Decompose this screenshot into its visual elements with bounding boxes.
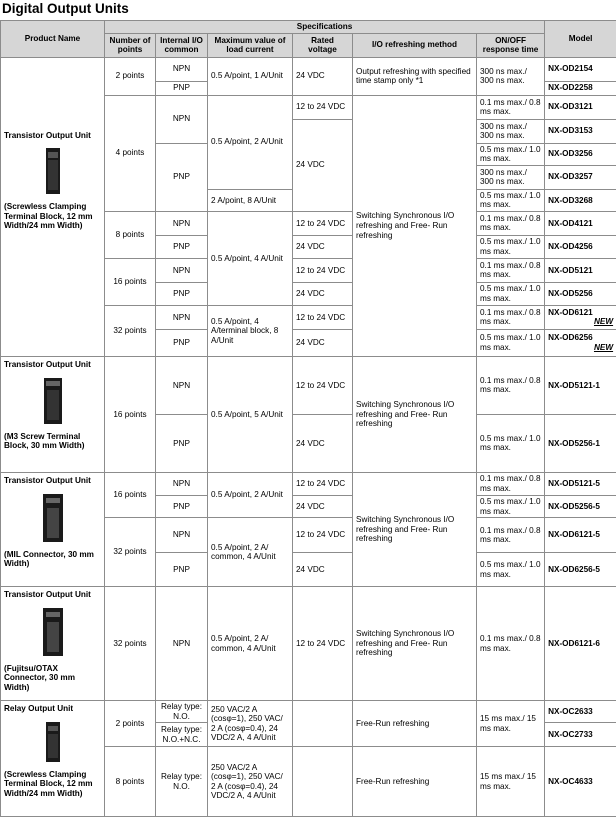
product-name: Relay Output Unit bbox=[4, 704, 101, 714]
product-description: (Fujitsu/OTAX Connector, 30 mm Width) bbox=[4, 664, 101, 693]
response-cell: 0.1 ms max./ 0.8 ms max. bbox=[477, 356, 545, 414]
voltage-cell: 12 to 24 VDC bbox=[293, 258, 353, 282]
response-cell: 0.1 ms max./ 0.8 ms max. bbox=[477, 258, 545, 282]
response-cell: 0.1 ms max./ 0.8 ms max. bbox=[477, 587, 545, 701]
model-cell: NX-OD6121-6 bbox=[545, 587, 616, 701]
common-cell: NPN bbox=[156, 518, 208, 553]
common-cell: NPN bbox=[156, 258, 208, 282]
response-cell: 0.5 ms max./ 1.0 ms max. bbox=[477, 414, 545, 472]
current-cell: 250 VAC/2 A (cosφ=1), 250 VAC/ 2 A (cosφ=0.4), 24 VDC/2 A, 4 A/Unit bbox=[208, 747, 293, 817]
common-cell: Relay type: N.O. bbox=[156, 701, 208, 723]
voltage-cell: 12 to 24 VDC bbox=[293, 518, 353, 553]
refresh-cell: Switching Synchronous I/O refreshing and Free- Run refreshing bbox=[353, 472, 477, 586]
unit-image bbox=[41, 376, 65, 426]
voltage-cell: 24 VDC bbox=[293, 57, 353, 95]
model-number: NX-OD6121 bbox=[548, 308, 593, 317]
points-cell: 16 points bbox=[105, 356, 156, 472]
model-cell: NX-OD5256-1 bbox=[545, 414, 616, 472]
common-cell: Relay type: N.O.+N.C. bbox=[156, 723, 208, 747]
voltage-cell: 24 VDC bbox=[293, 119, 353, 211]
voltage-cell: 24 VDC bbox=[293, 235, 353, 258]
voltage-cell: 12 to 24 VDC bbox=[293, 472, 353, 495]
response-cell: 0.5 ms max./ 1.0 ms max. bbox=[477, 495, 545, 517]
unit-image bbox=[42, 720, 64, 764]
refresh-cell: Free-Run refreshing bbox=[353, 747, 477, 817]
response-cell: 300 ns max./ 300 ns max. bbox=[477, 57, 545, 95]
product-description: (MIL Connector, 30 mm Width) bbox=[4, 550, 101, 569]
common-cell: NPN bbox=[156, 57, 208, 81]
product-cell bbox=[1, 587, 105, 701]
current-cell: 0.5 A/point, 4 A/terminal block, 8 A/Unit bbox=[208, 305, 293, 356]
product-cell bbox=[1, 701, 105, 817]
points-cell: 2 points bbox=[105, 701, 156, 747]
voltage-cell bbox=[293, 701, 353, 747]
table-row bbox=[1, 472, 616, 495]
response-cell: 0.1 ms max./ 0.8 ms max. bbox=[477, 211, 545, 235]
response-cell: 0.5 ms max./ 1.0 ms max. bbox=[477, 189, 545, 211]
response-cell: 0.5 ms max./ 1.0 ms max. bbox=[477, 553, 545, 587]
table-row bbox=[1, 356, 616, 414]
response-cell: 0.1 ms max./ 0.8 ms max. bbox=[477, 305, 545, 329]
model-number: NX-OD6256 bbox=[548, 333, 593, 342]
header-number-of-points: Number of points bbox=[105, 33, 156, 57]
voltage-cell: 12 to 24 VDC bbox=[293, 305, 353, 329]
current-cell: 0.5 A/point, 4 A/Unit bbox=[208, 211, 293, 305]
common-cell: PNP bbox=[156, 329, 208, 356]
model-cell: NX-OD2258 bbox=[545, 81, 616, 95]
current-cell: 0.5 A/point, 5 A/Unit bbox=[208, 356, 293, 472]
product-cell bbox=[1, 57, 105, 356]
points-cell: 4 points bbox=[105, 95, 156, 211]
model-cell: NX-OD3257 bbox=[545, 165, 616, 189]
voltage-cell: 12 to 24 VDC bbox=[293, 356, 353, 414]
table-row bbox=[1, 57, 616, 81]
voltage-cell: 12 to 24 VDC bbox=[293, 95, 353, 119]
response-cell: 0.5 ms max./ 1.0 ms max. bbox=[477, 143, 545, 165]
response-cell: 300 ns max./ 300 ns max. bbox=[477, 165, 545, 189]
header-internal-io-common: Internal I/O common bbox=[156, 33, 208, 57]
common-cell: NPN bbox=[156, 587, 208, 701]
model-cell: NX-OD5256 bbox=[545, 282, 616, 305]
current-cell: 0.5 A/point, 2 A/Unit bbox=[208, 95, 293, 189]
common-cell: PNP bbox=[156, 553, 208, 587]
new-badge: NEW bbox=[548, 343, 613, 353]
common-cell: PNP bbox=[156, 282, 208, 305]
refresh-cell: Switching Synchronous I/O refreshing and Free- Run refreshing bbox=[353, 356, 477, 472]
header-on-off-response: ON/OFF response time bbox=[477, 33, 545, 57]
voltage-cell: 24 VDC bbox=[293, 495, 353, 517]
points-cell: 32 points bbox=[105, 587, 156, 701]
common-cell: NPN bbox=[156, 211, 208, 235]
points-cell: 16 points bbox=[105, 258, 156, 305]
table-row bbox=[1, 587, 616, 701]
voltage-cell: 12 to 24 VDC bbox=[293, 587, 353, 701]
model-cell: NX-OD6121-5 bbox=[545, 518, 616, 553]
model-cell: NX-OD2154 bbox=[545, 57, 616, 81]
page-title: Digital Output Units bbox=[2, 0, 129, 17]
points-cell: 2 points bbox=[105, 57, 156, 95]
common-cell: NPN bbox=[156, 305, 208, 329]
model-cell bbox=[545, 305, 616, 329]
refresh-cell: Free-Run refreshing bbox=[353, 701, 477, 747]
product-name: Transistor Output Unit bbox=[4, 590, 101, 600]
refresh-cell: Output refreshing with specified time stamp only *1 bbox=[353, 57, 477, 95]
voltage-cell: 24 VDC bbox=[293, 553, 353, 587]
current-cell: 2 A/point, 8 A/Unit bbox=[208, 189, 293, 211]
common-cell: NPN bbox=[156, 95, 208, 143]
new-badge: NEW bbox=[548, 317, 613, 327]
product-cell bbox=[1, 356, 105, 472]
header-max-load-current: Maximum value of load current bbox=[208, 33, 293, 57]
voltage-cell: 24 VDC bbox=[293, 414, 353, 472]
product-cell bbox=[1, 472, 105, 586]
current-cell: 0.5 A/point, 2 A/ common, 4 A/Unit bbox=[208, 587, 293, 701]
model-cell: NX-OD5121-1 bbox=[545, 356, 616, 414]
current-cell: 0.5 A/point, 1 A/Unit bbox=[208, 57, 293, 95]
model-cell bbox=[545, 329, 616, 356]
model-cell: NX-OD3256 bbox=[545, 143, 616, 165]
header-rated-voltage: Rated voltage bbox=[293, 33, 353, 57]
points-cell: 16 points bbox=[105, 472, 156, 517]
points-cell: 8 points bbox=[105, 211, 156, 258]
common-cell: Relay type: N.O. bbox=[156, 747, 208, 817]
header-specifications: Specifications bbox=[105, 21, 545, 34]
voltage-cell bbox=[293, 747, 353, 817]
digital-output-units-table bbox=[0, 20, 616, 817]
common-cell: PNP bbox=[156, 81, 208, 95]
header-model: Model bbox=[545, 21, 616, 58]
voltage-cell: 12 to 24 VDC bbox=[293, 211, 353, 235]
common-cell: PNP bbox=[156, 414, 208, 472]
product-description: (Screwless Clamping Terminal Block, 12 mm Width/24 mm Width) bbox=[4, 202, 101, 231]
model-cell: NX-OD5121-5 bbox=[545, 472, 616, 495]
product-name: Transistor Output Unit bbox=[4, 476, 101, 486]
voltage-cell: 24 VDC bbox=[293, 282, 353, 305]
response-cell: 0.5 ms max./ 1.0 ms max. bbox=[477, 329, 545, 356]
response-cell: 0.5 ms max./ 1.0 ms max. bbox=[477, 235, 545, 258]
common-cell: PNP bbox=[156, 235, 208, 258]
model-cell: NX-OD3121 bbox=[545, 95, 616, 119]
response-cell: 0.1 ms max./ 0.8 ms max. bbox=[477, 472, 545, 495]
refresh-cell: Switching Synchronous I/O refreshing and Free- Run refreshing bbox=[353, 587, 477, 701]
model-cell: NX-OD4256 bbox=[545, 235, 616, 258]
points-cell: 32 points bbox=[105, 518, 156, 587]
product-name: Transistor Output Unit bbox=[4, 131, 101, 141]
common-cell: NPN bbox=[156, 356, 208, 414]
voltage-cell: 24 VDC bbox=[293, 329, 353, 356]
product-description: (Screwless Clamping Terminal Block, 12 mm Width/24 mm Width) bbox=[4, 770, 101, 799]
model-cell: NX-OD5121 bbox=[545, 258, 616, 282]
response-cell: 0.5 ms max./ 1.0 ms max. bbox=[477, 282, 545, 305]
response-cell: 15 ms max./ 15 ms max. bbox=[477, 747, 545, 817]
points-cell: 32 points bbox=[105, 305, 156, 356]
refresh-cell: Switching Synchronous I/O refreshing and Free- Run refreshing bbox=[353, 95, 477, 356]
table-row bbox=[1, 701, 616, 723]
model-cell: NX-OD3268 bbox=[545, 189, 616, 211]
header-product-name: Product Name bbox=[1, 21, 105, 58]
unit-image bbox=[42, 146, 64, 196]
common-cell: NPN bbox=[156, 472, 208, 495]
response-cell: 15 ms max./ 15 ms max. bbox=[477, 701, 545, 747]
model-cell: NX-OD6256-5 bbox=[545, 553, 616, 587]
model-cell: NX-OC2733 bbox=[545, 723, 616, 747]
header-io-refreshing-method: I/O refreshing method bbox=[353, 33, 477, 57]
response-cell: 300 ns max./ 300 ns max. bbox=[477, 119, 545, 143]
product-description: (M3 Screw Terminal Block, 30 mm Width) bbox=[4, 432, 101, 451]
model-cell: NX-OD3153 bbox=[545, 119, 616, 143]
current-cell: 0.5 A/point, 2 A/ common, 4 A/Unit bbox=[208, 518, 293, 587]
model-cell: NX-OC4633 bbox=[545, 747, 616, 817]
common-cell: PNP bbox=[156, 143, 208, 211]
unit-image bbox=[39, 606, 67, 658]
response-cell: 0.1 ms max./ 0.8 ms max. bbox=[477, 518, 545, 553]
model-cell: NX-OD5256-5 bbox=[545, 495, 616, 517]
response-cell: 0.1 ms max./ 0.8 ms max. bbox=[477, 95, 545, 119]
model-cell: NX-OC2633 bbox=[545, 701, 616, 723]
common-cell: PNP bbox=[156, 495, 208, 517]
current-cell: 0.5 A/point, 2 A/Unit bbox=[208, 472, 293, 517]
current-cell: 250 VAC/2 A (cosφ=1), 250 VAC/ 2 A (cosφ=0.4), 24 VDC/2 A, 4 A/Unit bbox=[208, 701, 293, 747]
product-name: Transistor Output Unit bbox=[4, 360, 101, 370]
model-cell: NX-OD4121 bbox=[545, 211, 616, 235]
unit-image bbox=[40, 492, 66, 544]
points-cell: 8 points bbox=[105, 747, 156, 817]
